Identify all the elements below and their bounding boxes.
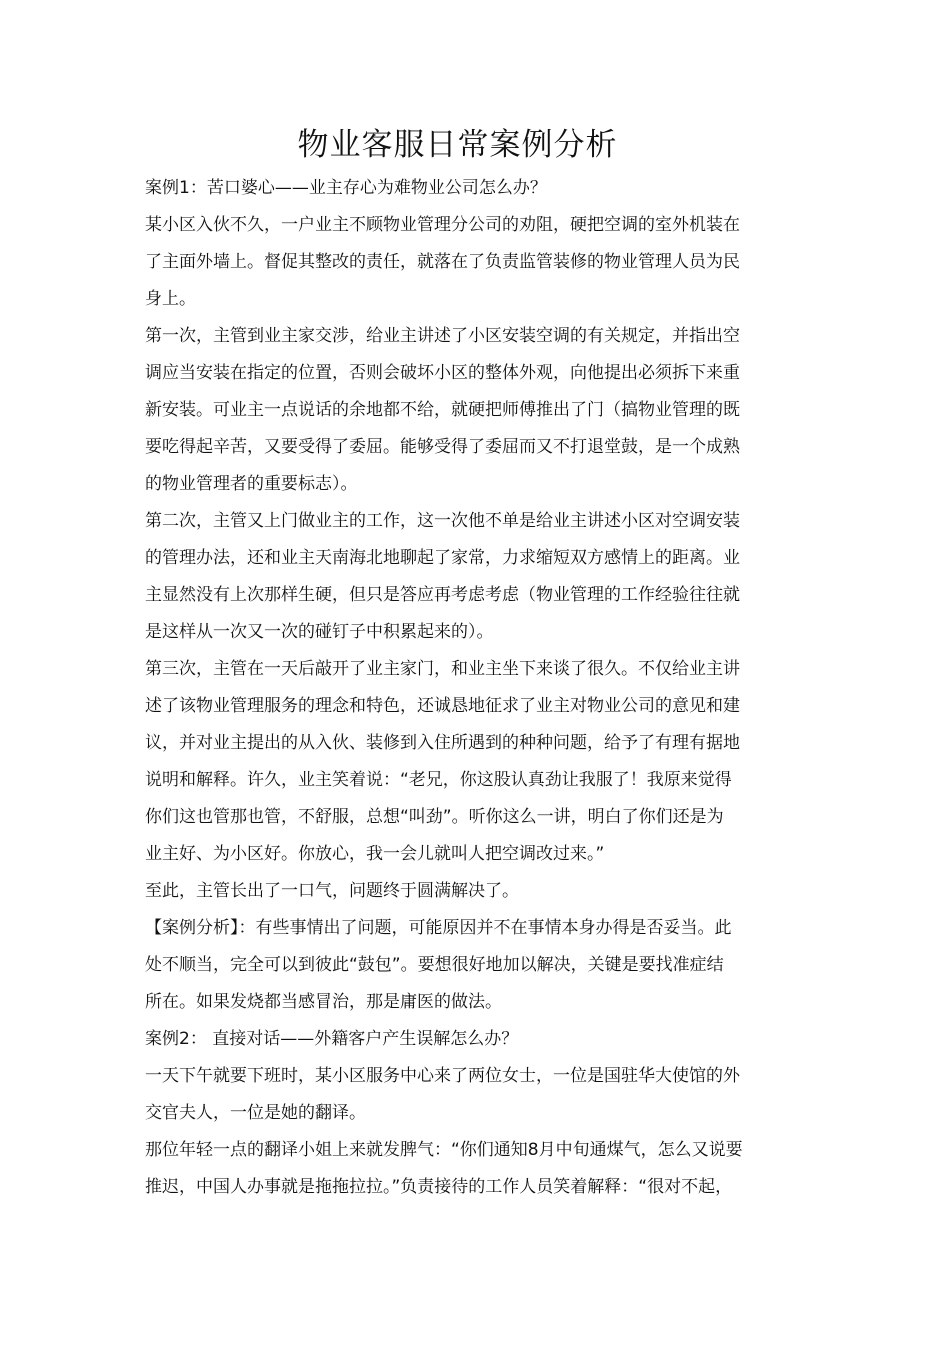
document-title: 物业客服日常案例分析 xyxy=(297,127,618,163)
body-line: 议，并对业主提出的从入伙、装修到入住所遇到的种种问题，给予了有理有据地 xyxy=(145,733,740,753)
body-line: 的管理办法，还和业主天南海北地聊起了家常，力求缩短双方感情上的距离。业 xyxy=(145,548,740,568)
body-line: 说明和解释。许久，业主笑着说：“老兄，你这股认真劲让我服了！我原来觉得 xyxy=(145,770,732,790)
body-line: 案例2： 直接对话——外籍客户产生误解怎么办？ xyxy=(145,1029,519,1049)
body-line: 你们这也管那也管，不舒服，总想“叫劲”。听你这么一讲，明白了你们还是为 xyxy=(145,807,724,827)
body-line: 案例1：苦口婆心——业主存心为难物业公司怎么办？ xyxy=(145,178,547,198)
body-line: 第二次，主管又上门做业主的工作，这一次他不单是给业主讲述小区对空调安装 xyxy=(145,511,740,531)
body-line: 要吃得起辛苦，又要受得了委屈。能够受得了委屈而又不打退堂鼓，是一个成熟 xyxy=(145,437,740,457)
body-line: 调应当安装在指定的位置，否则会破坏小区的整体外观，向他提出必须拆下来重 xyxy=(145,363,740,383)
document-body xyxy=(145,170,815,1206)
body-line: 第三次，主管在一天后敲开了业主家门，和业主坐下来谈了很久。不仅给业主讲 xyxy=(145,659,740,679)
body-line: 述了该物业管理服务的理念和特色，还诚恳地征求了业主对物业公司的意见和建 xyxy=(145,696,740,716)
body-line: 至此，主管长出了一口气，问题终于圆满解决了。 xyxy=(145,881,519,901)
body-line: 第一次，主管到业主家交涉，给业主讲述了小区安装空调的有关规定，并指出空 xyxy=(145,326,740,346)
body-line: 所在。如果发烧都当感冒治，那是庸医的做法。 xyxy=(145,992,502,1012)
body-line: 是这样从一次又一次的碰钉子中积累起来的）。 xyxy=(145,622,494,642)
body-line: 交官夫人，一位是她的翻译。 xyxy=(145,1103,366,1123)
body-line: 某小区入伙不久，一户业主不顾物业管理分公司的劝阻，硬把空调的室外机装在 xyxy=(145,215,740,235)
body-line: 了主面外墙上。督促其整改的责任，就落在了负责监管装修的物业管理人员为民 xyxy=(145,252,740,272)
body-line: 一天下午就要下班时，某小区服务中心来了两位女士，一位是国驻华大使馆的外 xyxy=(145,1066,740,1086)
body-line: 那位年轻一点的翻译小姐上来就发脾气：“你们通知8月中旬通煤气，怎么又说要 xyxy=(145,1140,743,1160)
body-line: 新安装。可业主一点说话的余地都不给，就硬把师傅推出了门（搞物业管理的既 xyxy=(145,400,740,420)
body-line: 推迟，中国人办事就是拖拖拉拉。”负责接待的工作人员笑着解释：“很对不起， xyxy=(145,1177,733,1197)
body-line: 身上。 xyxy=(145,289,196,309)
body-line: 【案例分析】：有些事情出了问题，可能原因并不在事情本身办得是否妥当。此 xyxy=(145,918,732,938)
body-line: 处不顺当，完全可以到彼此“鼓包”。要想很好地加以解决，关键是要找准症结 xyxy=(145,955,724,975)
body-line: 业主好、为小区好。你放心，我一会儿就叫人把空调改过来。” xyxy=(145,844,605,864)
body-line: 的物业管理者的重要标志）。 xyxy=(145,474,358,494)
body-line: 主显然没有上次那样生硬，但只是答应再考虑考虑（物业管理的工作经验往往就 xyxy=(145,585,740,605)
